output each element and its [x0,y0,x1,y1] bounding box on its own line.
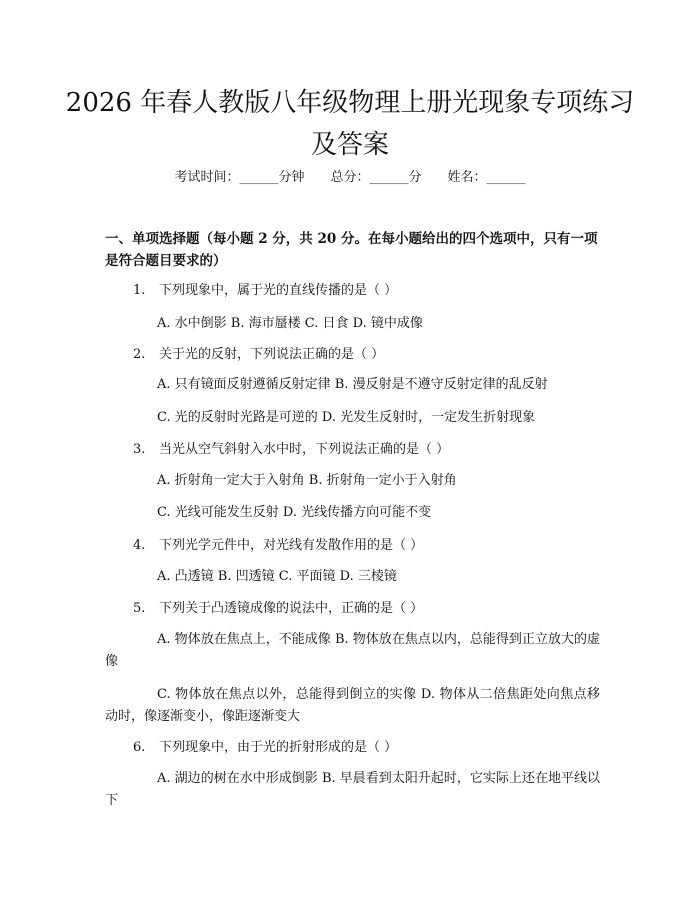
question-number: 6. [133,740,146,755]
question-options: A. 凸透镜 B. 凹透镜 C. 平面镜 D. 三棱镜 [157,569,397,584]
question-number: 2. [133,347,146,362]
question-stem [133,281,603,301]
question-number: 5. [133,601,146,616]
question-options: C. 光线可能发生反射 D. 光线传播方向可能不变 [157,505,432,520]
question-options: A. 只有镜面反射遵循反射定律 B. 漫反射是不遵守反射定律的乱反射 [157,377,548,392]
question-number: 1. [133,283,146,298]
question-text: 下列关于凸透镜成像的说法中，正确的是（ ） [159,601,424,616]
question-text: 下列现象中，由于光的折射形成的是（ ） [159,740,398,755]
question-text: 当光从空气斜射入水中时，下列说法正确的是（ ） [159,442,450,457]
question-text: 下列现象中，属于光的直线传播的是（ ） [159,283,398,298]
question-stem [133,345,603,365]
question-options: C. 光的反射时光路是可逆的 D. 光发生反射时，一定发生折射现象 [157,410,536,425]
page-title: 2026 年春人教版八年级物理上册光现象专项练习及答案 [65,88,635,160]
question-stem [133,738,603,758]
question-options: C. 物体放在焦点以外，总能得到倒立的实像 D. 物体从二倍焦距处向焦点移动时，像逐渐变小，像距逐渐变大 [105,687,600,724]
question-options: A. 水中倒影 B. 海市蜃楼 C. 日食 D. 镜中成像 [157,316,423,331]
question-stem [133,599,603,619]
question-options: A. 物体放在焦点上，不能成像 B. 物体放在焦点以内，总能得到正立放大的虚像 [105,632,600,669]
question-options: A. 折射角一定大于入射角 B. 折射角一定小于入射角 [157,473,457,488]
question-number: 3. [133,442,146,457]
question-text: 关于光的反射，下列说法正确的是（ ） [159,347,385,362]
question-options: A. 湖边的树在水中形成倒影 B. 早晨看到太阳升起时，它实际上还在地平线以下 [105,771,600,808]
question-text: 下列光学元件中，对光线有发散作用的是（ ） [159,538,424,553]
section-heading-single-choice: 一、单项选择题（每小题 2 分，共 20 分。在每小题给出的四个选项中，只有一项是符合题目要求的） [105,231,598,269]
exam-meta-line: 考试时间：______分钟 总分：______分 姓名：______ [174,170,526,185]
question-number: 4. [133,538,146,553]
question-stem [133,440,603,460]
question-stem [133,536,603,556]
